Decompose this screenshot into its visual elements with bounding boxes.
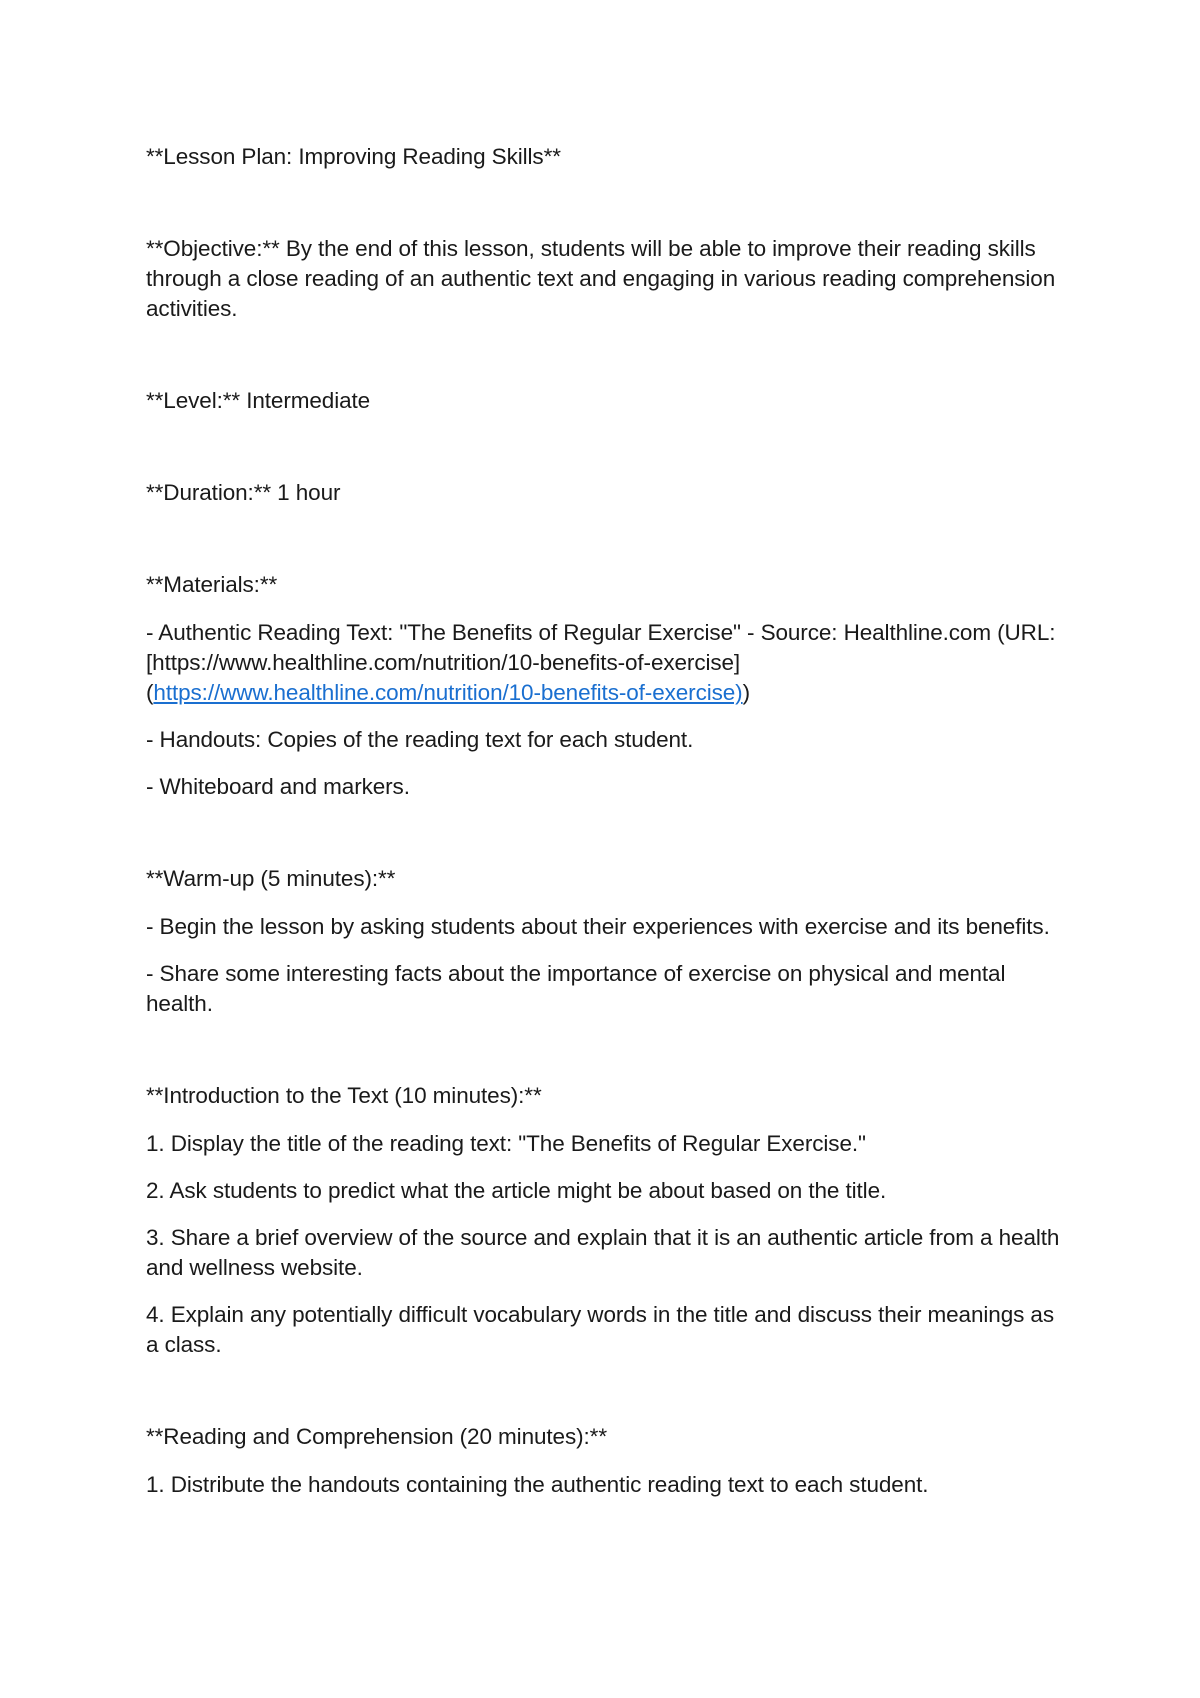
lesson-title: **Lesson Plan: Improving Reading Skills** xyxy=(146,144,561,169)
list-item: 2. Ask students to predict what the article might be about based on the title. xyxy=(146,1178,887,1203)
list-item: 1. Display the title of the reading text: "The Benefits of Regular Exercise." xyxy=(146,1131,866,1156)
introduction-heading: **Introduction to the Text (10 minutes):** xyxy=(146,1083,542,1108)
materials-reading-text-suffix: ) xyxy=(742,680,750,705)
materials-reading-text-prefix: - Authentic Reading Text: "The Benefits of Regular Exercise" - Source: Healthline.com (URL: [https://www.healthline.com/nutrition/10-benefits-of-exercise] ( xyxy=(146,620,1056,705)
list-item: 1. Distribute the handouts containing the authentic reading text to each student. xyxy=(146,1472,929,1497)
materials-heading: **Materials:** xyxy=(146,572,278,597)
list-item: - Begin the lesson by asking students about their experiences with exercise and its benefits. xyxy=(146,914,1050,939)
objective-paragraph: **Objective:** By the end of this lesson, students will be able to improve their reading skills through a close reading of an authentic text and engaging in various reading comprehension activities. xyxy=(146,236,1056,321)
reading-heading: **Reading and Comprehension (20 minutes):** xyxy=(146,1424,607,1449)
list-item: 4. Explain any potentially difficult vocabulary words in the title and discuss their meanings as a class. xyxy=(146,1302,1054,1357)
warmup-heading: **Warm-up (5 minutes):** xyxy=(146,866,396,891)
level-line: **Level:** Intermediate xyxy=(146,388,371,413)
source-url-link[interactable]: https://www.healthline.com/nutrition/10-benefits-of-exercise) xyxy=(153,680,743,705)
materials-item-whiteboard: - Whiteboard and markers. xyxy=(146,774,410,799)
duration-line: **Duration:** 1 hour xyxy=(146,480,341,505)
materials-item-reading-text xyxy=(146,618,1066,708)
materials-item-handouts: - Handouts: Copies of the reading text for each student. xyxy=(146,727,694,752)
list-item: - Share some interesting facts about the importance of exercise on physical and mental health. xyxy=(146,961,1006,1016)
document-body xyxy=(146,142,1066,1500)
list-item: 3. Share a brief overview of the source and explain that it is an authentic article from a health and wellness website. xyxy=(146,1225,1060,1280)
